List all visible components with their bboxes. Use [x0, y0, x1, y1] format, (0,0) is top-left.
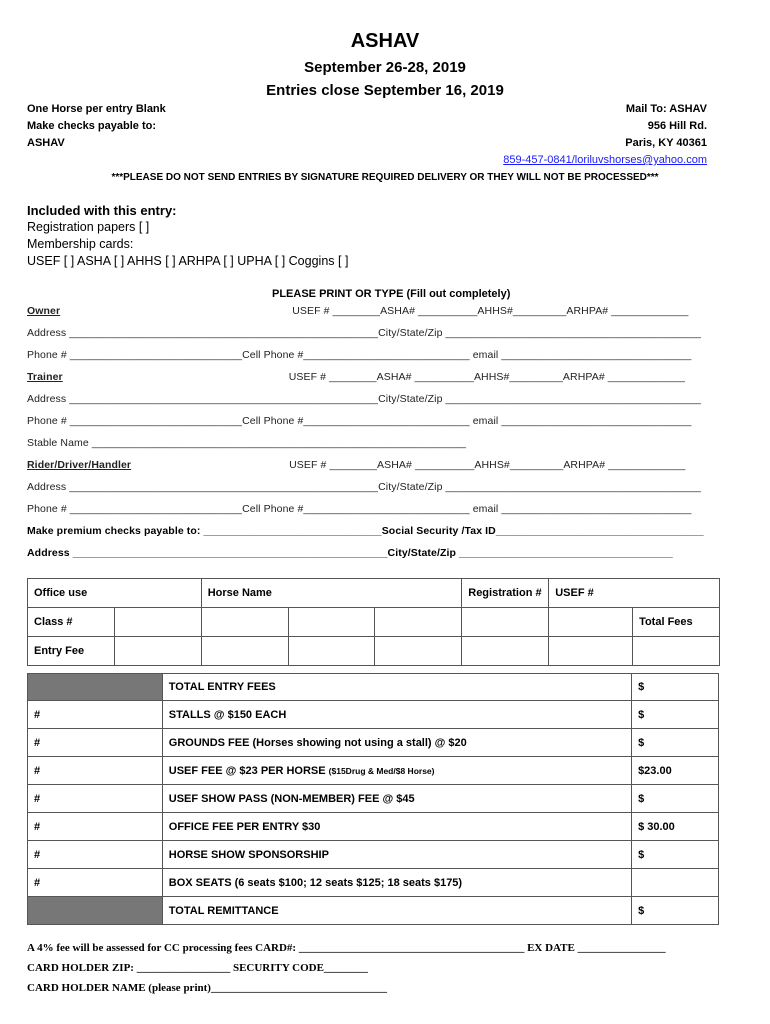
class-cell-2[interactable] [201, 608, 288, 637]
trainer-line[interactable] [27, 371, 685, 383]
usef-label: USEF # [549, 579, 720, 608]
fees-table [27, 673, 719, 925]
card-zip-line[interactable]: CARD HOLDER ZIP: _________________ SECURITY CODE________ [27, 962, 368, 974]
fee-label: HORSE SHOW SPONSORSHIP [162, 841, 631, 869]
mail-to-3: Paris, KY 40361 [625, 137, 707, 149]
fee-mark-shaded [28, 897, 163, 925]
fee-label-usef [162, 757, 631, 785]
fee-amount[interactable]: $ [632, 674, 719, 701]
fee-mark-shaded [28, 674, 163, 701]
fee-row [28, 729, 719, 757]
fee-cell-5[interactable] [462, 637, 549, 666]
fee-row [28, 841, 719, 869]
fee-label: USEF SHOW PASS (NON-MEMBER) FEE @ $45 [162, 785, 631, 813]
trainer-address-line[interactable]: Address ____________________________________________________City/State/Zip ___________________________________________ [27, 393, 701, 405]
class-cell-4[interactable] [375, 608, 462, 637]
fee-row [28, 701, 719, 729]
fee-amount[interactable] [632, 869, 719, 897]
print-heading: PLEASE PRINT OR TYPE (Fill out completely) [272, 288, 511, 300]
trainer-phone-line[interactable]: Phone # _____________________________Cell Phone #____________________________ email ________________________________ [27, 415, 692, 427]
rider-line[interactable] [27, 459, 685, 471]
membership-checkboxes[interactable]: USEF [ ] ASHA [ ] AHHS [ ] ARHPA [ ] UPHA [ ] Coggins [ ] [27, 254, 349, 268]
rider-phone-line[interactable]: Phone # _____________________________Cell Phone #____________________________ email ________________________________ [27, 503, 692, 515]
fee-row [28, 869, 719, 897]
fee-amount[interactable]: $ [632, 897, 719, 925]
horse-name-label: Horse Name [201, 579, 462, 608]
total-fees-label: Total Fees [633, 608, 720, 637]
fee-row [28, 785, 719, 813]
fee-row [28, 757, 719, 785]
class-cell-1[interactable] [114, 608, 201, 637]
fee-mark[interactable]: # [28, 813, 163, 841]
rider-memberships[interactable]: USEF # ________ASHA# __________AHHS#_________ARHPA# _____________ [289, 459, 686, 471]
left-info-3: ASHAV [27, 137, 65, 149]
event-dates: September 26-28, 2019 [304, 59, 466, 76]
premium-line[interactable]: Make premium checks payable to: ______________________________Social Security /Tax ID___________________________________ [27, 525, 704, 537]
fee-label: USEF FEE @ $23 PER HORSE [168, 764, 326, 777]
trainer-memberships[interactable]: USEF # ________ASHA# __________AHHS#_________ARHPA# _____________ [288, 371, 685, 383]
premium-address-line[interactable]: Address _____________________________________________________City/State/Zip ____________________________________ [27, 547, 673, 559]
stable-name-line[interactable]: Stable Name _______________________________________________________________ [27, 437, 467, 449]
fee-amount[interactable]: $ 30.00 [632, 813, 719, 841]
fee-mark[interactable]: # [28, 757, 163, 785]
fee-label: TOTAL ENTRY FEES [162, 674, 631, 701]
left-info-1: One Horse per entry Blank [27, 103, 166, 115]
trainer-label: Trainer [27, 371, 63, 383]
registration-label: Registration # [462, 579, 549, 608]
owner-phone-line[interactable]: Phone # _____________________________Cell Phone #____________________________ email ________________________________ [27, 349, 692, 361]
fee-cell-2[interactable] [201, 637, 288, 666]
mail-to-1: Mail To: ASHAV [625, 103, 707, 115]
warning-text: ***PLEASE DO NOT SEND ENTRIES BY SIGNATURE REQUIRED DELIVERY OR THEY WILL NOT BE PROCESSED*** [111, 172, 659, 183]
fee-mark[interactable]: # [28, 785, 163, 813]
rider-label: Rider/Driver/Handler [27, 459, 132, 471]
entries-close: Entries close September 16, 2019 [266, 82, 504, 99]
fee-row [28, 897, 719, 925]
fee-cell-total[interactable] [633, 637, 720, 666]
fee-cell-3[interactable] [288, 637, 375, 666]
contact-link[interactable]: 859-457-0841/loriluvshorses@yahoo.com [503, 154, 707, 166]
registration-papers-check[interactable]: Registration papers [ ] [27, 220, 150, 234]
fee-mark[interactable]: # [28, 869, 163, 897]
fee-mark[interactable]: # [28, 729, 163, 757]
fee-row [28, 674, 719, 701]
office-use-label: Office use [28, 579, 202, 608]
class-cell-5[interactable] [462, 608, 549, 637]
fee-amount[interactable]: $23.00 [632, 757, 719, 785]
mail-to-2: 956 Hill Rd. [647, 120, 707, 132]
fee-cell-1[interactable] [114, 637, 201, 666]
form-title: ASHAV [350, 30, 420, 52]
office-use-table [27, 578, 720, 666]
included-heading: Included with this entry: [27, 203, 177, 218]
owner-address-line[interactable]: Address ____________________________________________________City/State/Zip ___________________________________________ [27, 327, 701, 339]
fee-amount[interactable]: $ [632, 785, 719, 813]
rider-address-line[interactable]: Address ____________________________________________________City/State/Zip ___________________________________________ [27, 481, 701, 493]
fee-label: OFFICE FEE PER ENTRY $30 [162, 813, 631, 841]
card-holder-line[interactable]: CARD HOLDER NAME (please print)________________________________ [27, 982, 387, 994]
fee-amount[interactable]: $ [632, 841, 719, 869]
fee-mark[interactable]: # [28, 841, 163, 869]
fee-amount[interactable]: $ [632, 729, 719, 757]
class-cell-6[interactable] [549, 608, 633, 637]
class-label: Class # [28, 608, 115, 637]
cc-fee-line[interactable]: A 4% fee will be assessed for CC processing fees CARD#: _________________________________________ EX DATE ________________ [27, 942, 666, 954]
fee-cell-4[interactable] [375, 637, 462, 666]
owner-line[interactable] [27, 305, 688, 317]
fee-label: GROUNDS FEE (Horses showing not using a stall) @ $20 [162, 729, 631, 757]
fee-cell-6[interactable] [549, 637, 633, 666]
owner-label: Owner [27, 305, 61, 317]
membership-cards-label: Membership cards: [27, 237, 134, 251]
fee-label: STALLS @ $150 EACH [162, 701, 631, 729]
fee-row [28, 813, 719, 841]
owner-memberships[interactable]: USEF # ________ASHA# __________AHHS#_________ARHPA# _____________ [292, 305, 689, 317]
fee-note: ($15Drug & Med/$8 Horse) [328, 765, 435, 776]
fee-label: BOX SEATS (6 seats $100; 12 seats $125; 18 seats $175) [162, 869, 631, 897]
fee-label: TOTAL REMITTANCE [162, 897, 631, 925]
fee-amount[interactable]: $ [632, 701, 719, 729]
left-info-2: Make checks payable to: [27, 120, 157, 132]
entry-fee-label: Entry Fee [28, 637, 115, 666]
fee-mark[interactable]: # [28, 701, 163, 729]
class-cell-3[interactable] [288, 608, 375, 637]
